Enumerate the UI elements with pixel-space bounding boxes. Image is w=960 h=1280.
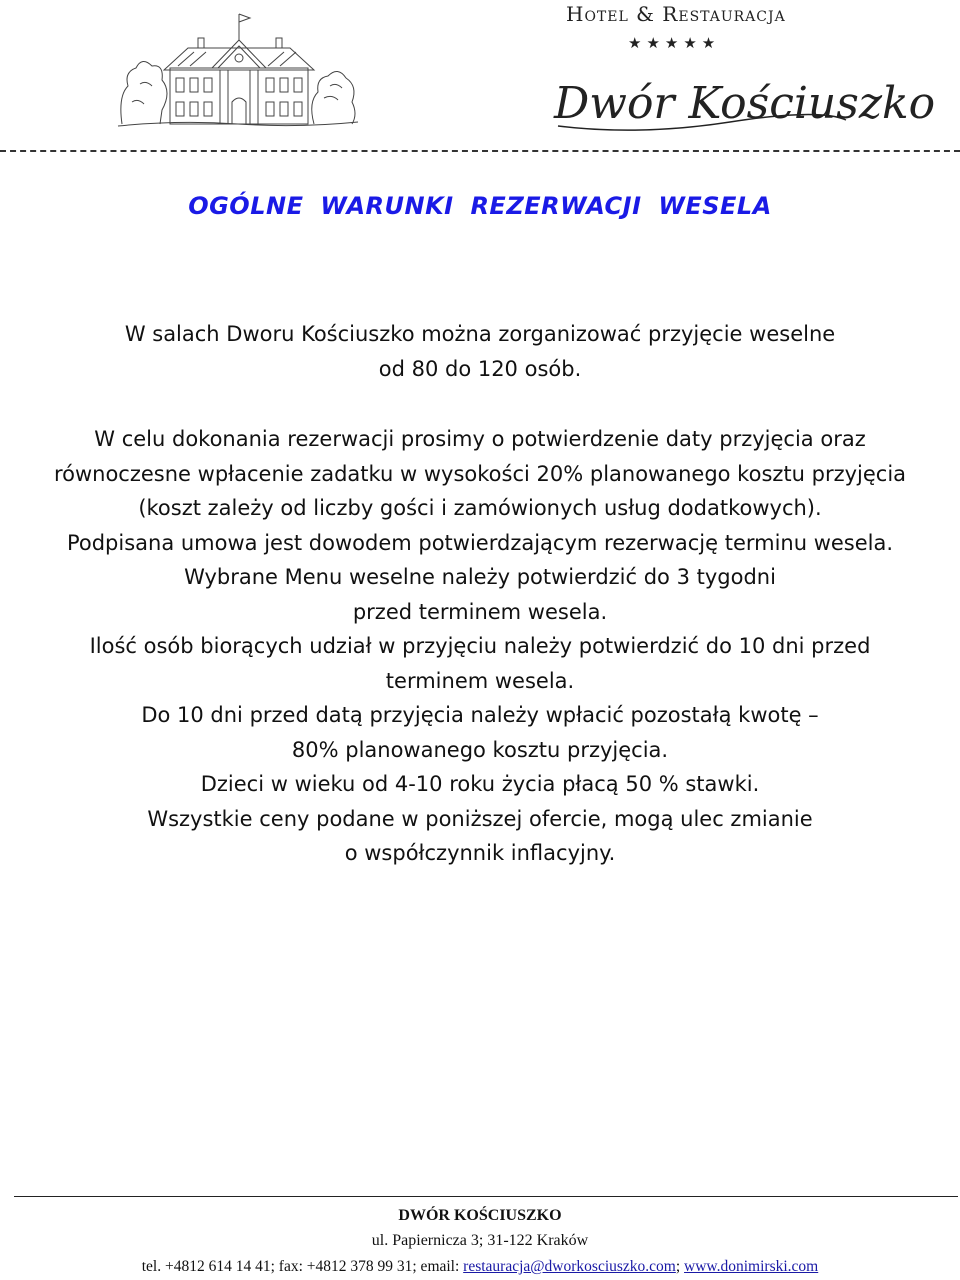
terms-line: o współczynnik inflacyjny. xyxy=(344,841,616,865)
intro-paragraph xyxy=(10,317,950,386)
terms-line: Podpisana umowa jest dowodem potwierdzającym rezerwację terminu wesela. xyxy=(66,530,894,555)
footer-contact-line xyxy=(0,1254,960,1280)
intro-line: W salach Dworu Kościuszko można zorganizować przyjęcie weselne xyxy=(124,322,836,346)
header-dashed-divider xyxy=(0,150,960,152)
footer-divider xyxy=(14,1196,958,1197)
footer-website-link[interactable]: www.donimirski.com xyxy=(684,1258,819,1275)
terms-paragraph xyxy=(10,422,950,871)
terms-line: (koszt zależy od liczby gości i zamówionych usług dodatkowych). xyxy=(138,496,822,520)
footer xyxy=(0,1204,960,1280)
footer-company-name: DWÓR KOŚCIUSZKO xyxy=(398,1207,562,1224)
terms-line: 80% planowanego kosztu przyjęcia. xyxy=(291,737,669,762)
page-title: OGÓLNE WARUNKI REZERWACJI WESELA xyxy=(188,192,772,220)
footer-address: ul. Papiernicza 3; 31-122 Kraków xyxy=(371,1232,589,1249)
terms-line: przed terminem wesela. xyxy=(352,599,608,624)
footer-phone-fax: tel. +4812 614 14 41; fax: +4812 378 99 31; email: xyxy=(141,1258,464,1275)
footer-email-link[interactable]: restauracja@dworkosciuszko.com xyxy=(463,1258,676,1275)
terms-line: terminem wesela. xyxy=(385,668,575,693)
five-star-rating: ★★★★★ xyxy=(628,34,721,52)
terms-line: Do 10 dni przed datą przyjęcia należy wpłacić pozostałą kwotę – xyxy=(141,703,819,727)
letterhead xyxy=(0,0,960,150)
footer-separator: ; xyxy=(675,1258,685,1275)
terms-line: równoczesne wpłacenie zadatku w wysokości 20% planowanego kosztu przyjęcia xyxy=(53,461,907,486)
hotel-restauracja-title: Hotel & Restauracja xyxy=(566,2,786,26)
dwor-kosciuszko-signature-logo xyxy=(550,62,936,142)
terms-line: Dzieci w wieku od 4-10 roku życia płacą 50 % stawki. xyxy=(200,772,760,796)
intro-line: od 80 do 120 osób. xyxy=(378,356,582,381)
signature-text: Dwór Kościuszko xyxy=(554,78,936,129)
terms-line: Wszystkie ceny podane w poniższej ofercie, mogą ulec zmianie xyxy=(147,806,813,831)
terms-line: Wybrane Menu weselne należy potwierdzić do 3 tygodni xyxy=(184,565,776,589)
terms-line: Ilość osób biorących udział w przyjęciu należy potwierdzić do 10 dni przed xyxy=(89,634,871,658)
manor-house-sketch-icon xyxy=(118,6,358,138)
terms-line: W celu dokonania rezerwacji prosimy o potwierdzenie daty przyjęcia oraz xyxy=(94,427,866,451)
